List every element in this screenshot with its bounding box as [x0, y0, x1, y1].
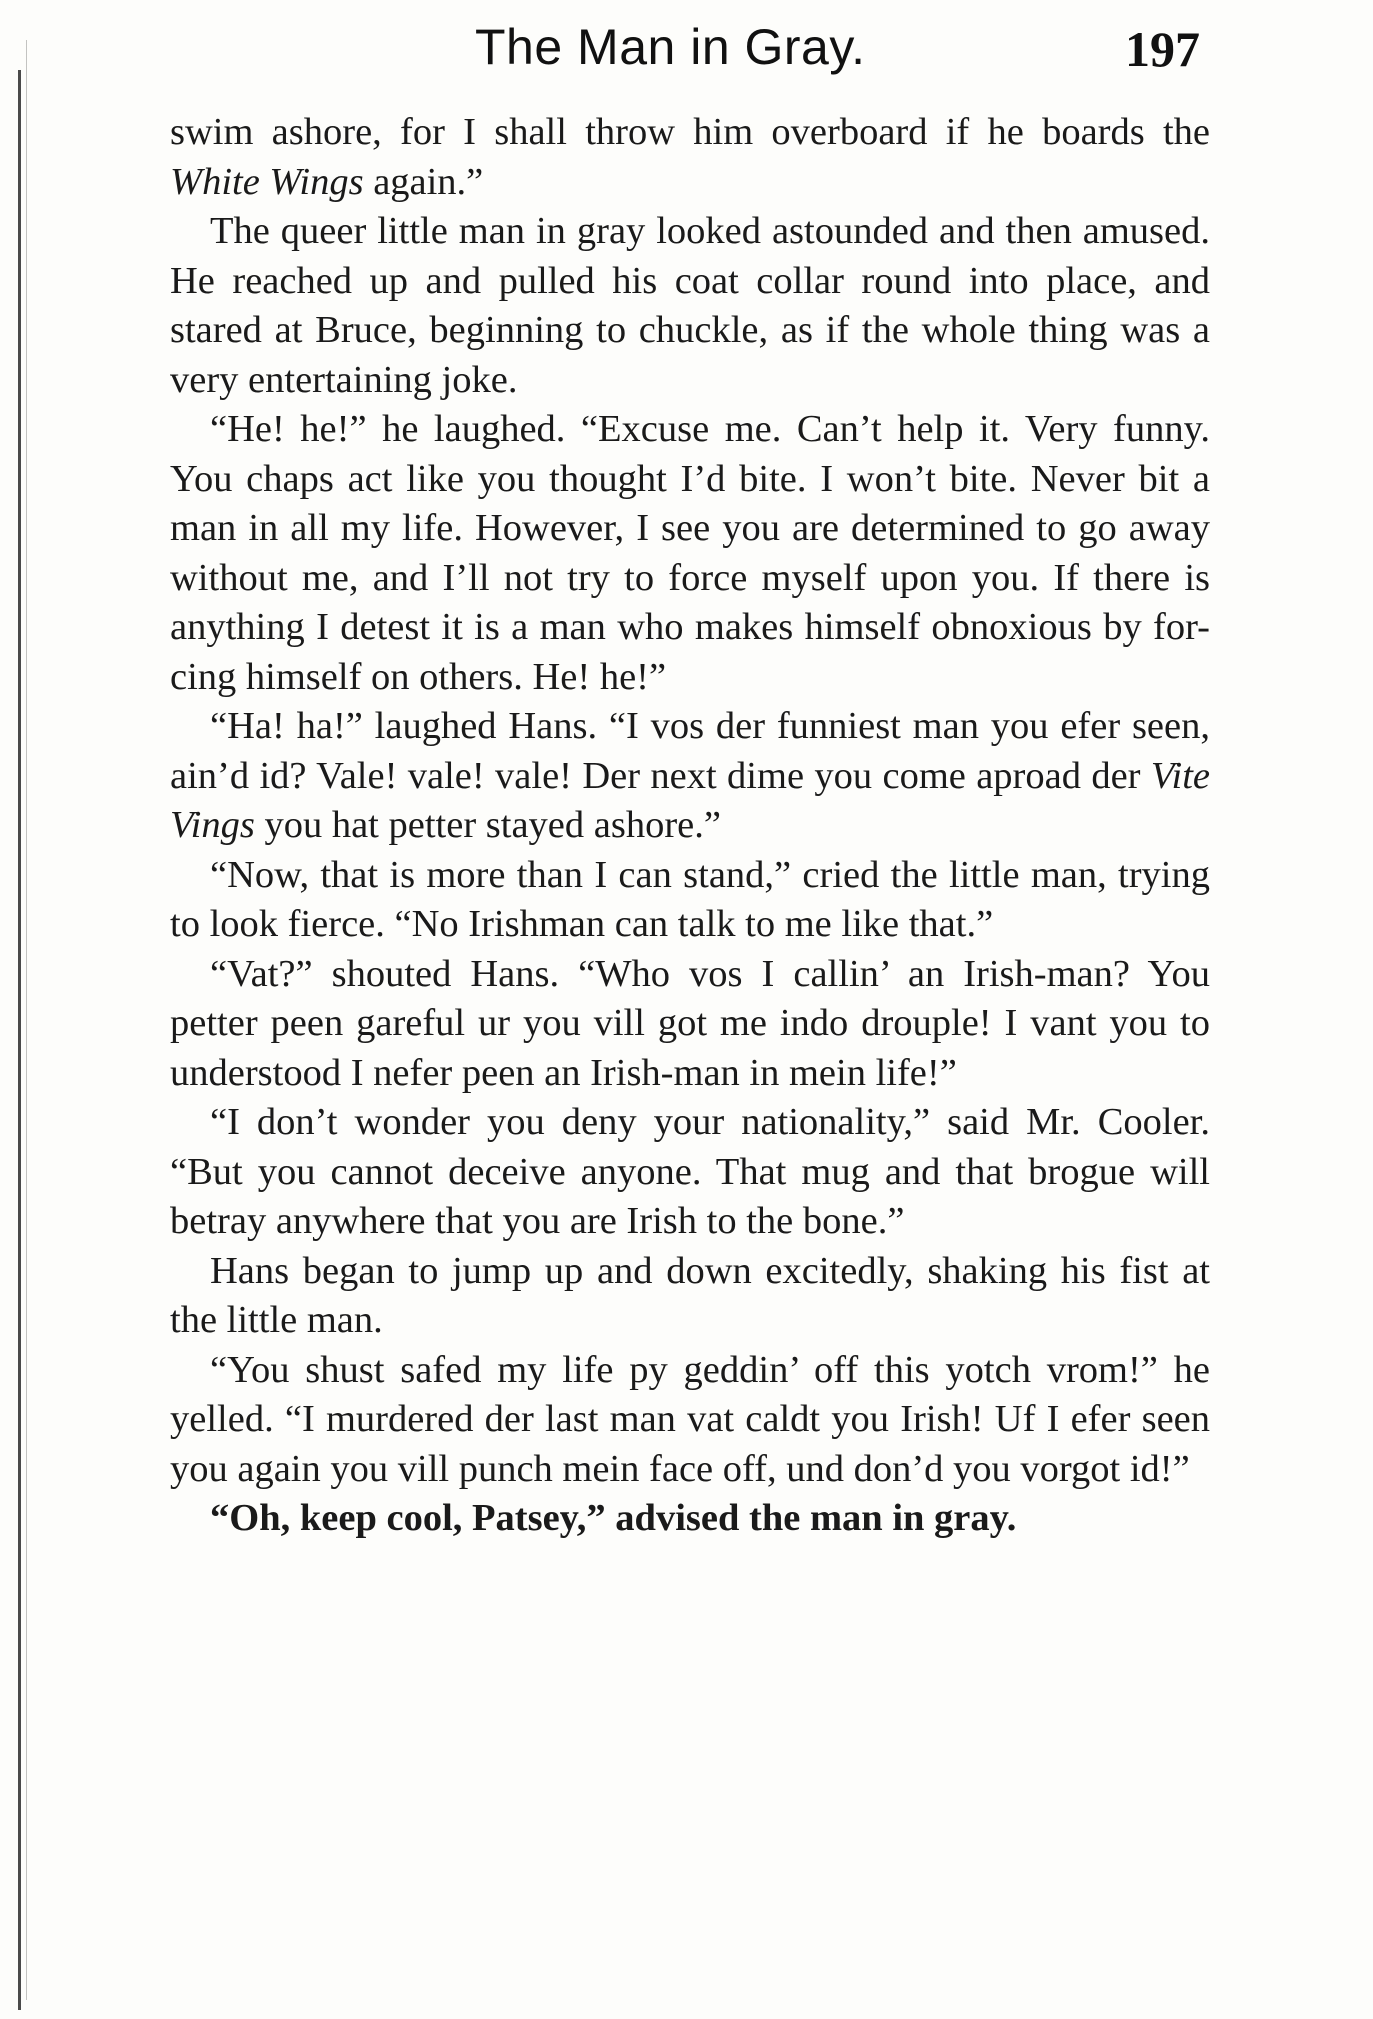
paragraph-10: “Oh, keep cool, Patsey,” advised the man in gray. [210, 1497, 1017, 1539]
paragraph-7: “I don’t wonder you deny your nationality,” said Mr. Cooler. “But you cannot deceive anyone. That mug and that brogue will betray anywhere that you are Irish to the bone.” [170, 1101, 1210, 1242]
binding-edge [18, 70, 21, 2010]
paragraph-4 [170, 702, 1210, 851]
paragraph-2: The queer little man in gray looked astounded and then amused. He reached up and pulled his coat collar round into place, and stared at Bruce, beginning to chuckle, as if the whole thing was a very entertaining joke. [170, 210, 1210, 401]
binding-shadow [26, 40, 27, 2000]
body-text [170, 108, 1210, 1544]
paragraph-8: Hans began to jump up and down excitedly, shaking his fist at the little man. [170, 1249, 1210, 1341]
running-head: The Man in Gray. [475, 19, 866, 75]
paragraph-1 [170, 108, 1210, 207]
page-number: 197 [1125, 21, 1200, 77]
paragraph-6: “Vat?” shouted Hans. “Who vos I callin’ an Irish-man? You petter peen gareful ur you vill got me indo drouple! I vant you to understood I nefer peen an Irish-man in mein life!” [170, 952, 1210, 1094]
text-run: “Ha! ha!” laughed Hans. “I vos der funniest man you efer seen, ain’d id? Vale! vale! vale! Der next dime you come aproad der [170, 705, 1210, 797]
page-header [170, 18, 1200, 108]
paragraph-3: “He! he!” he laughed. “Excuse me. Can’t help it. Very funny. You chaps act like you thought I’d bite. I won’t bite. Never bit a man in all my life. However, I see you are determined to go away without me, and I’ll not try to force myself upon you. If there is anything I detest it is a man who makes himself obnoxious by for-cing himself on others. He! he!” [170, 408, 1210, 698]
paragraph-9: “You shust safed my life py geddin’ off this yotch vrom!” he yelled. “I murdered der last man vat caldt you Irish! Uf I efer seen you again you vill punch mein face off, und don’d you vorgot id!” [170, 1348, 1210, 1490]
paragraph-5: “Now, that is more than I can stand,” cried the little man, trying to look fierce. “No Irishman can talk to me like that.” [170, 853, 1210, 945]
text-run: swim ashore, for I shall throw him overboard if he boards the [170, 111, 1210, 153]
text-run: again.” [363, 160, 484, 203]
ship-name-italic: Vite Vings [170, 754, 1210, 846]
ship-name-italic: White Wings [170, 160, 364, 203]
text-run: you hat petter stayed ashore.” [254, 804, 721, 846]
